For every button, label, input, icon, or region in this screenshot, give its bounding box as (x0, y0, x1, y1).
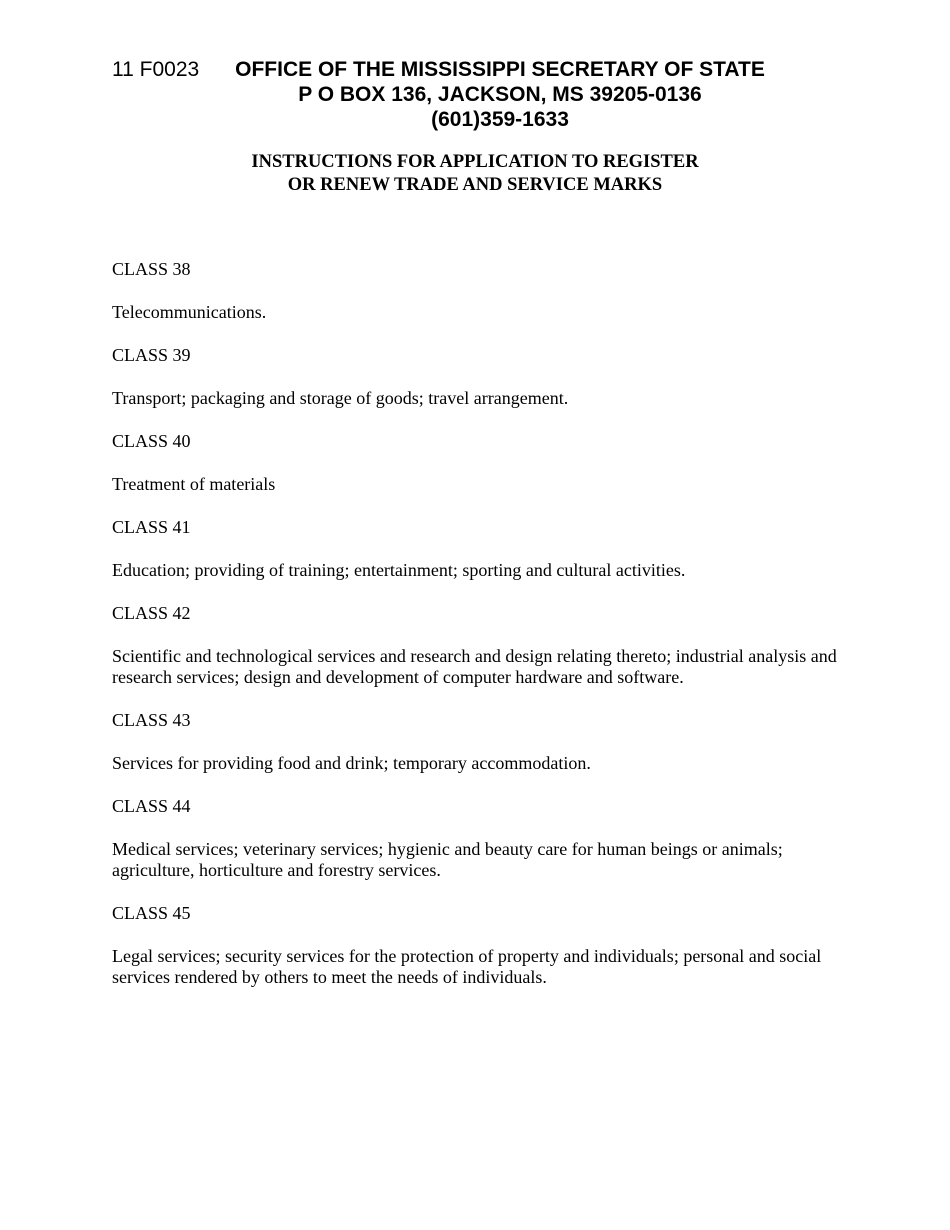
class-heading: CLASS 42 (112, 603, 191, 623)
instructions-title-line2: OR RENEW TRADE AND SERVICE MARKS (287, 175, 663, 195)
office-address: P O BOX 136, JACKSON, MS 39205-0136 (298, 83, 702, 106)
class-heading: CLASS 39 (112, 345, 191, 365)
instructions-title-line1: INSTRUCTIONS FOR APPLICATION TO REGISTER (251, 152, 699, 172)
class-41 (112, 517, 842, 581)
office-name: OFFICE OF THE MISSISSIPPI SECRETARY OF STATE (235, 58, 765, 81)
class-description: Scientific and technological services and research and design relating thereto; industrial analysis and research services; design and development of computer hardware and software. (112, 646, 837, 687)
class-38 (112, 259, 842, 323)
class-heading: CLASS 43 (112, 710, 191, 730)
class-description: Education; providing of training; entertainment; sporting and cultural activities. (112, 560, 686, 580)
class-44 (112, 796, 842, 881)
class-description: Treatment of materials (112, 474, 276, 494)
class-description: Medical services; veterinary services; hygienic and beauty care for human beings or animals; agriculture, horticulture and forestry services. (112, 839, 783, 880)
office-phone: (601)359-1633 (431, 108, 569, 131)
class-42 (112, 603, 842, 688)
class-40 (112, 431, 842, 495)
class-description: Services for providing food and drink; temporary accommodation. (112, 753, 591, 773)
class-39 (112, 345, 842, 409)
class-description: Telecommunications. (112, 302, 267, 322)
class-45 (112, 903, 842, 988)
class-43 (112, 710, 842, 774)
class-description: Transport; packaging and storage of goods; travel arrangement. (112, 388, 569, 408)
office-header (222, 57, 778, 132)
class-heading: CLASS 38 (112, 259, 191, 279)
class-description: Legal services; security services for the protection of property and individuals; personal and social services rendered by others to meet the needs of individuals. (112, 946, 822, 987)
class-list (112, 259, 842, 1010)
class-heading: CLASS 41 (112, 517, 191, 537)
form-code: 11 F0023 (112, 58, 200, 81)
instructions-title (0, 151, 950, 197)
class-heading: CLASS 45 (112, 903, 191, 923)
class-heading: CLASS 44 (112, 796, 191, 816)
class-heading: CLASS 40 (112, 431, 191, 451)
